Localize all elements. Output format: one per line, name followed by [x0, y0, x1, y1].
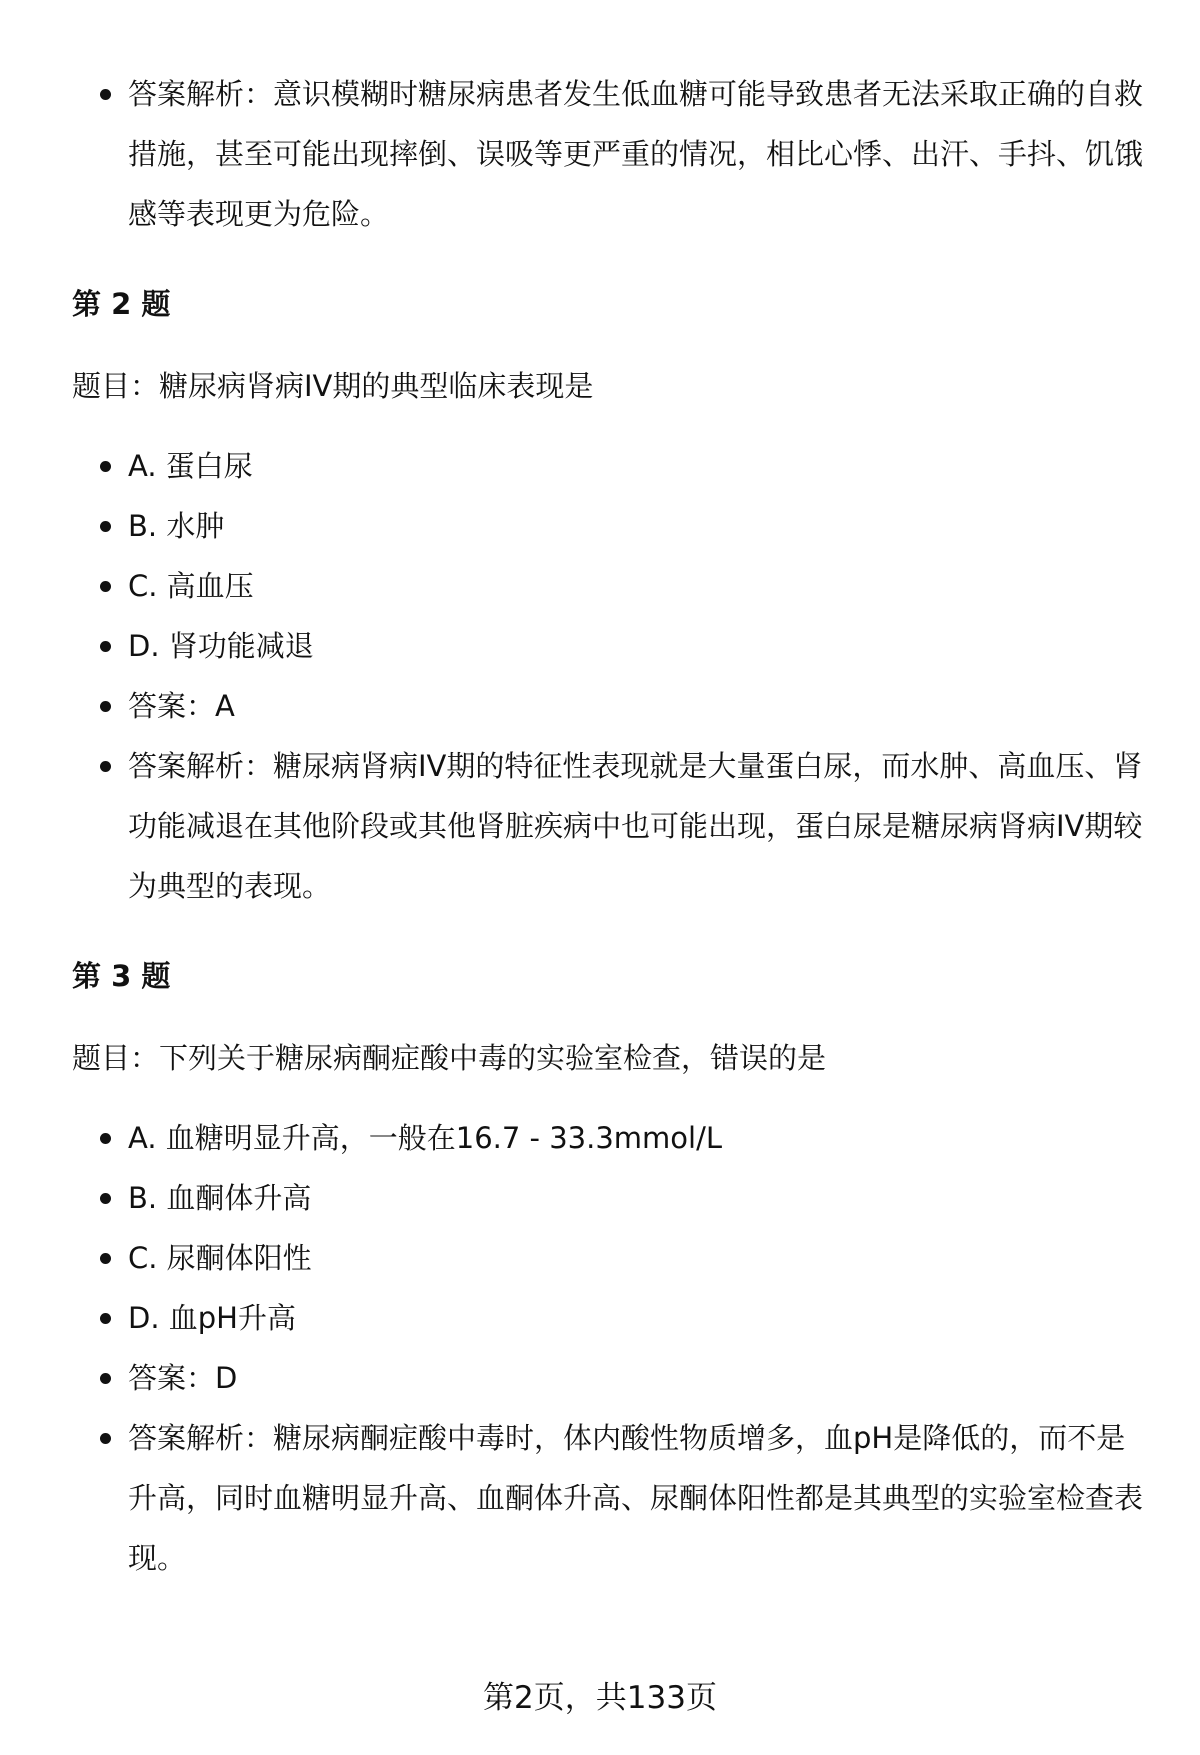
option-b: B. 血酮体升高	[72, 1168, 1152, 1228]
options-list	[72, 436, 1152, 916]
option-a: A. 血糖明显升高，一般在16.7 - 33.3mmol/L	[72, 1108, 1152, 1168]
answer-explanation: 答案解析：糖尿病肾病IV期的特征性表现就是大量蛋白尿，而水肿、高血压、肾功能减退在其他阶段或其他肾脏疾病中也可能出现，蛋白尿是糖尿病肾病IV期较为典型的表现。	[72, 736, 1152, 916]
options-list	[72, 1108, 1152, 1588]
question-heading: 第 3 题	[72, 959, 171, 993]
answer-explanation: 答案解析：糖尿病酮症酸中毒时，体内酸性物质增多，血pH是降低的，而不是升高，同时血糖明显升高、血酮体升高、尿酮体阳性都是其典型的实验室检查表现。	[72, 1408, 1152, 1588]
q1-explanation: 答案解析：意识模糊时糖尿病患者发生低血糖可能导致患者无法采取正确的自救措施，甚至可能出现摔倒、误吸等更严重的情况，相比心悸、出汗、手抖、饥饿感等表现更为危险。	[72, 64, 1152, 244]
page-content	[72, 64, 1152, 1588]
option-d: D. 肾功能减退	[72, 616, 1152, 676]
option-b: B. 水肿	[72, 496, 1152, 556]
option-c: C. 高血压	[72, 556, 1152, 616]
question-block-2	[72, 284, 1152, 916]
q1-tail-list	[72, 64, 1152, 244]
option-a: A. 蛋白尿	[72, 436, 1152, 496]
question-stem: 题目：糖尿病肾病IV期的典型临床表现是	[72, 369, 594, 403]
option-c: C. 尿酮体阳性	[72, 1228, 1152, 1288]
answer: 答案：A	[72, 676, 1152, 736]
question-stem: 题目：下列关于糖尿病酮症酸中毒的实验室检查，错误的是	[72, 1041, 827, 1075]
page-number: 第2页，共133页	[483, 1680, 717, 1716]
option-d: D. 血pH升高	[72, 1288, 1152, 1348]
question-block-3	[72, 956, 1152, 1588]
answer: 答案：D	[72, 1348, 1152, 1408]
question-heading: 第 2 题	[72, 287, 171, 321]
